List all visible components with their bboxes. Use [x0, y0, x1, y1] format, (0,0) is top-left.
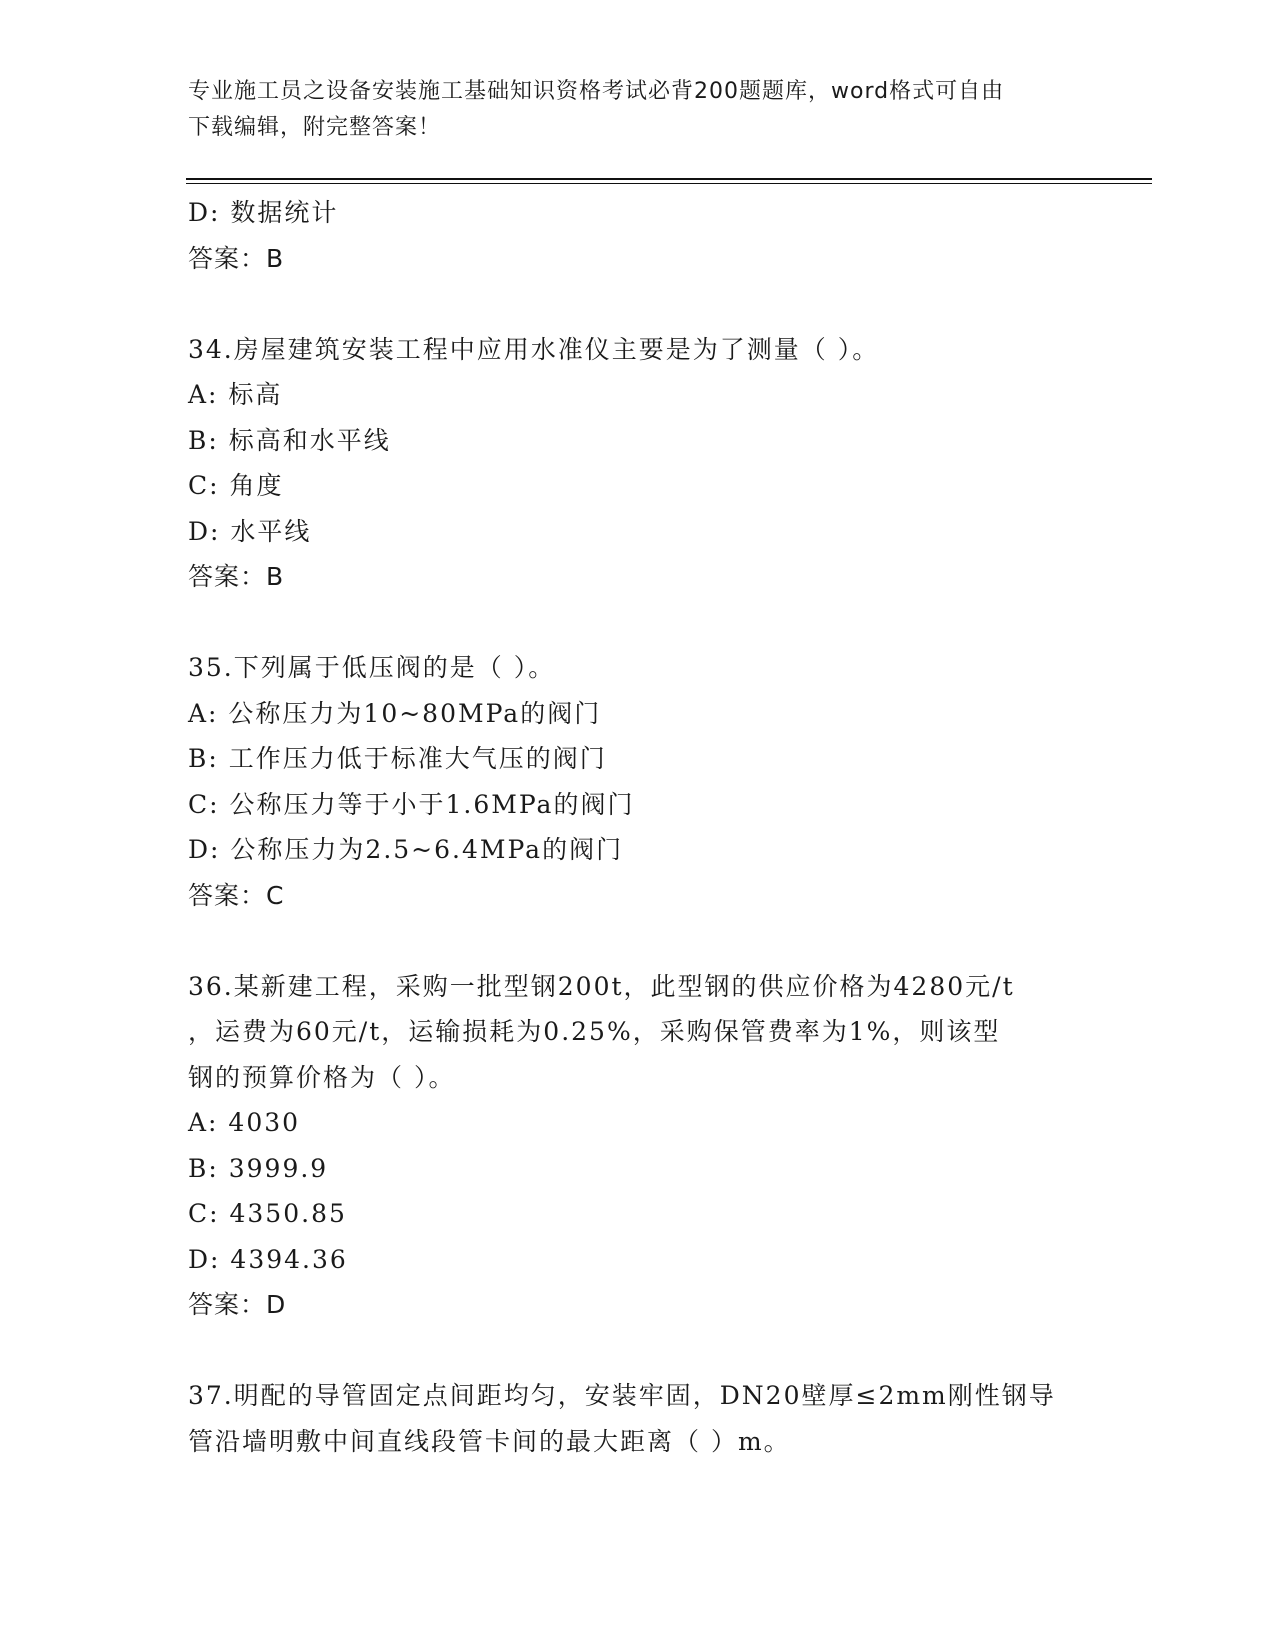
page-header [188, 74, 1088, 146]
answer: 答案：B [188, 562, 285, 591]
question-stem-line-2: ，运费为60元/t，运输损耗为0.25%，采购保管费率为1%，则该型 [188, 1017, 1001, 1046]
question-stem-line-3: 钢的预算价格为（ ）。 [188, 1062, 456, 1092]
spacer [188, 918, 1088, 964]
question-37 [188, 1373, 1088, 1464]
option-c: C: 角度 [188, 471, 284, 500]
header-line-1: 专业施工员之设备安装施工基础知识资格考试必背200题题库，word格式可自由 [188, 79, 1005, 104]
document-body [188, 190, 1088, 1464]
question-stem-line-1: 36.某新建工程，采购一批型钢200t，此型钢的供应价格为4280元/t [188, 971, 1015, 1001]
spacer [188, 600, 1088, 646]
option-d-previous: D: 数据统计 [188, 198, 339, 227]
question-stem-line-1: 37.明配的导管固定点间距均匀，安装牢固，DN20壁厚≤2mm刚性钢导 [188, 1381, 1056, 1410]
option-a: A: 4030 [188, 1108, 301, 1137]
question-35 [188, 645, 1088, 918]
header-line-2: 下载编辑，附完整答案！ [188, 115, 442, 140]
question-stem-line-2: 管沿墙明敷中间直线段管卡间的最大距离（ ）m。 [188, 1426, 791, 1456]
answer: 答案：C [188, 880, 285, 910]
header-rule-thin [186, 183, 1152, 184]
question-stem: 34.房屋建筑安装工程中应用水准仪主要是为了测量（ ）。 [188, 334, 880, 364]
option-d: D: 水平线 [188, 516, 312, 546]
option-c: C: 4350.85 [188, 1199, 347, 1228]
option-c: C: 公称压力等于小于1.6MPa的阀门 [188, 789, 635, 819]
question-36 [188, 964, 1088, 1328]
header-rule-thick [186, 178, 1152, 180]
option-a: A: 公称压力为10~80MPa的阀门 [188, 698, 602, 728]
option-b: B: 3999.9 [188, 1153, 329, 1183]
question-34 [188, 327, 1088, 600]
answer: 答案：D [188, 1290, 287, 1319]
option-d: D: 4394.36 [188, 1244, 348, 1274]
option-d: D: 公称压力为2.5~6.4MPa的阀门 [188, 835, 624, 864]
option-b: B: 标高和水平线 [188, 425, 391, 455]
spacer [188, 1328, 1088, 1374]
option-b: B: 工作压力低于标准大气压的阀门 [188, 744, 607, 773]
spacer [188, 281, 1088, 327]
question-stem: 35.下列属于低压阀的是（ ）。 [188, 653, 556, 682]
answer-previous: 答案：B [188, 243, 285, 273]
option-a: A: 标高 [188, 380, 283, 409]
